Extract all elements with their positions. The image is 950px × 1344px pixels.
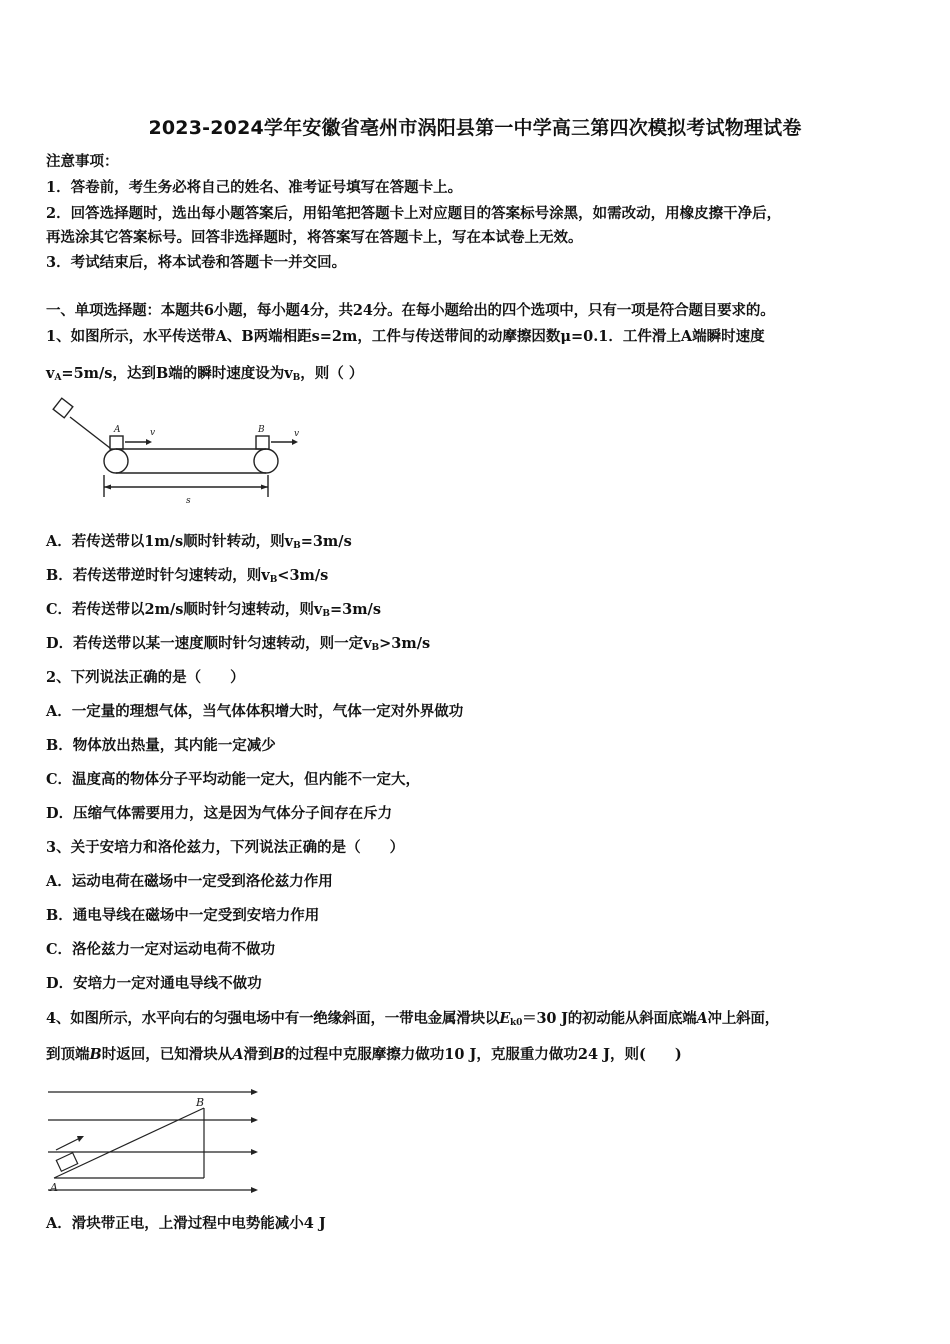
- block-b: [256, 436, 269, 449]
- label-a: A: [114, 425, 121, 435]
- pulley-left: [104, 449, 128, 473]
- question-1-stem-cont: $v_A=5m/s$，达到B端的瞬时速度设为$v_B$，则（ ）: [46, 365, 364, 383]
- option: D．若传送带以某一速度顺时针匀速转动，则一定$v_B>3m/s$: [46, 635, 431, 653]
- option: A．若传送带以1m/s顺时针转动，则$v_B=3m/s$: [46, 533, 352, 551]
- question-2-stem: 2、下列说法正确的是（ ）: [46, 669, 245, 686]
- label-a: A: [50, 1181, 58, 1194]
- option: A．滑块带正电，上滑过程中电势能减小4 J: [46, 1215, 326, 1232]
- option: D．安培力一定对通电导线不做功: [46, 975, 262, 992]
- notice-item: 1．答卷前，考生务必将自己的姓名、准考证号填写在答题卡上。: [46, 179, 463, 196]
- label-va: v: [150, 428, 156, 438]
- option: A．运动电荷在磁场中一定受到洛伦兹力作用: [46, 873, 333, 890]
- velocity-arrow: [56, 1138, 80, 1150]
- notice-heading: 注意事项：: [46, 153, 119, 170]
- incline-line: [70, 417, 110, 448]
- option: B．通电导线在磁场中一定受到安培力作用: [46, 907, 320, 924]
- question-4-stem: 4、如图所示，水平向右的匀强电场中有一绝缘斜面，一带电金属滑块以$E_{k0}=30$ J的初动能从斜面底端A冲上斜面，: [46, 1010, 780, 1028]
- option: A．一定量的理想气体，当气体体积增大时，气体一定对外界做功: [46, 703, 464, 720]
- option: C．温度高的物体分子平均动能一定大，但内能不一定大，: [46, 771, 421, 788]
- label-b: B: [196, 1096, 205, 1109]
- notice-item: 3．考试结束后，将本试卷和答题卡一并交回。: [46, 254, 347, 271]
- block-top-left: [53, 398, 73, 418]
- incline-surface: [54, 1108, 204, 1178]
- question-3-stem: 3、关于安培力和洛伦兹力，下列说法正确的是（ ）: [46, 839, 405, 856]
- option: C．洛伦兹力一定对运动电荷不做功: [46, 941, 276, 958]
- section-heading: 一、单项选择题：本题共6小题，每小题4分，共24分。在每小题给出的四个选项中，只有一项是符合题目要求的。: [46, 302, 775, 319]
- label-s: s: [186, 496, 191, 506]
- block-a: [110, 436, 123, 449]
- option: C．若传送带以2m/s顺时针匀速转动，则$v_B=3m/s$: [46, 601, 382, 619]
- page-title: 2023-2024学年安徽省亳州市涡阳县第一中学高三第四次模拟考试物理试卷: [148, 117, 802, 139]
- question-1-stem: 1、如图所示，水平传送带A、B两端相距s=2m，工件与传送带间的动摩擦因数μ=0.1．工件滑上A端瞬时速度: [46, 328, 765, 345]
- notice-item: 再选涂其它答案标号。回答非选择题时，将答案写在答题卡上，写在本试卷上无效。: [46, 229, 583, 246]
- conveyor-belt-diagram: [46, 395, 316, 510]
- question-4-stem-cont: 到顶端B时返回，已知滑块从A滑到B的过程中克服摩擦力做功10 J，克服重力做功24 J，则( ): [46, 1046, 682, 1063]
- pulley-right: [254, 449, 278, 473]
- option: B．物体放出热量，其内能一定减少: [46, 737, 276, 754]
- incline-field-diagram: [46, 1080, 261, 1195]
- label-b: B: [258, 425, 265, 435]
- notice-item: 2．回答选择题时，选出每小题答案后，用铅笔把答题卡上对应题目的答案标号涂黑，如需改动，用橡皮擦干净后，: [46, 205, 782, 222]
- option: D．压缩气体需要用力，这是因为气体分子间存在斥力: [46, 805, 393, 822]
- label-vb: v: [294, 429, 300, 439]
- option: B．若传送带逆时针匀速转动，则$v_B<3m/s$: [46, 567, 329, 585]
